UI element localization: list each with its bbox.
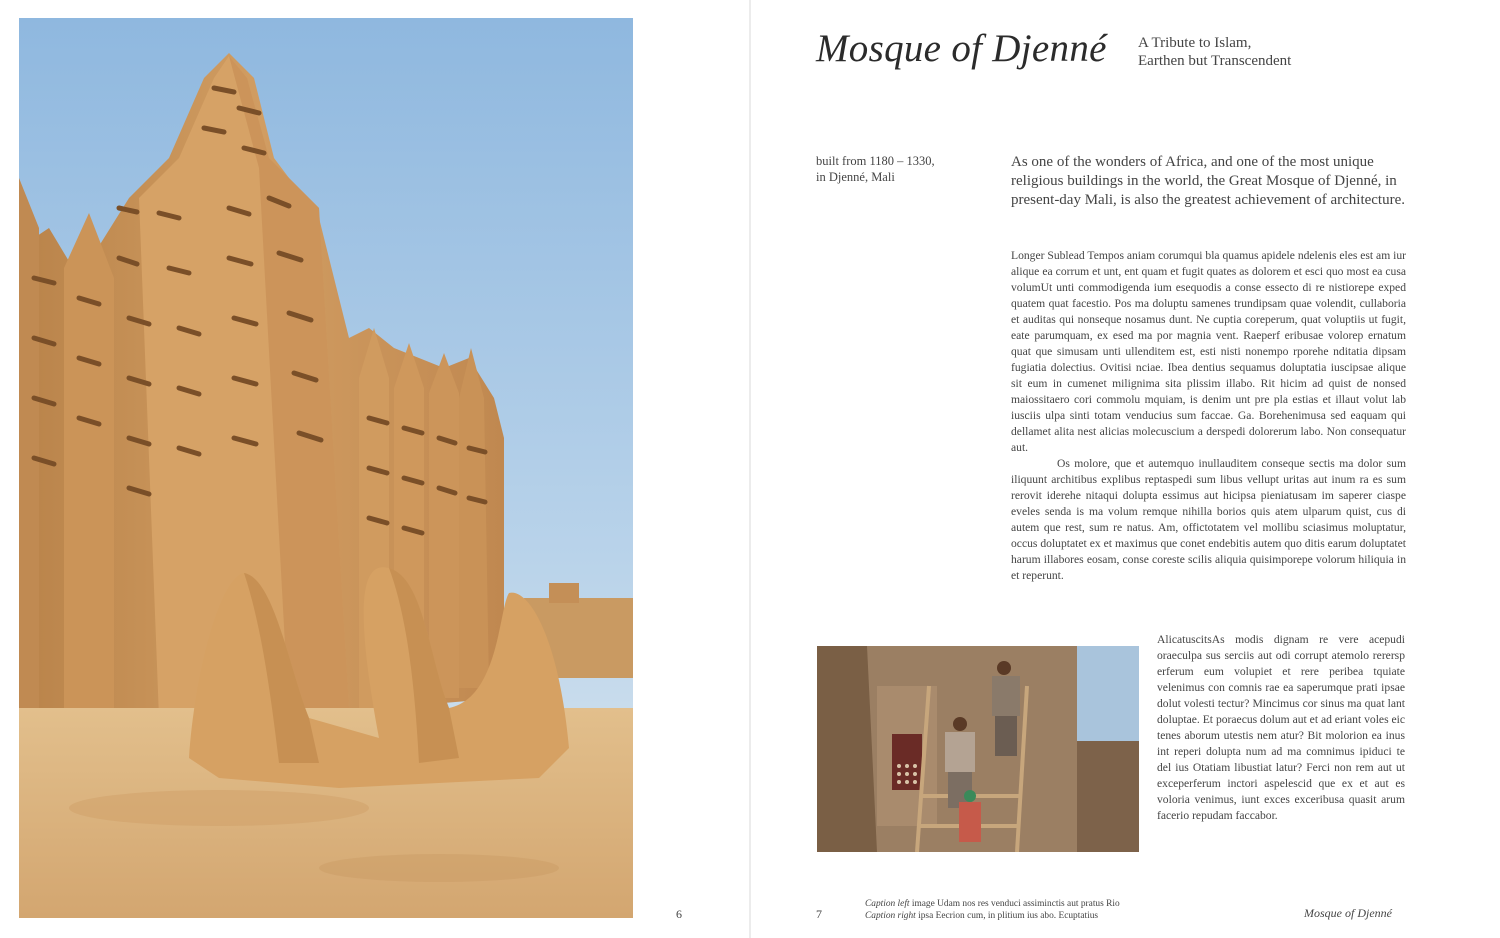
- build-location: in Djenné, Mali: [816, 170, 895, 184]
- body-text: [1011, 248, 1406, 584]
- body-paragraph-2: Os molore, que et autemquo inullauditem conseque sectis ma dolor sum iliquunt architibus explibus reptaspedi sum libus vellupt uritas aut inum ra es sum rerovit iderehe nitaqui dolupta essimus aut hicipsa pieniatusam im saperer ciaspe eveles senda is ma volum remque nihilla borios quis atem ulparum quist, cus di autem que rest, sum re natus. Am, offictotatem vel mollibu sciasimus moluptatur, occus doluptatet ex et maximus que conet endebitis autem quo ditis earum doluptatet harum illabores eosam, conse coreste scilis aliquia quisimporepe volorum hiliquia in et reperunt.: [1011, 457, 1406, 582]
- body-text-continued: [1157, 632, 1405, 824]
- lead-paragraph: As one of the wonders of Africa, and one of the most unique religious buildings in the world, the Great Mosque of Djenné, in present-day Mali, is also the greatest achievement of architecture.: [1011, 154, 1405, 208]
- body-paragraph-1: Longer Sublead Tempos aniam corumqui bla quamus apidele ndelenis eles est am iur alique ea corrum et unt, ent quam et fugit quates as dolorem et esci quo most ea cusa volumUt unti commodigenda ium esequodis a conse essecto di re nistiorepe exped quatem quat facestio. Pos ma doluptu samenes trundipsam quae volendit, cullaboria et auditas qui nonseque nosamus dunt. Ne cuptia coreperum, quat voluptiis ut fugit, eate parumquam, ex esed ma por magnia vent. Raeperf eribusae volorep ernatum quat que simusam unti ullenditem est, esti nisti nonempo rporehe nditatia dipsam fugiatia dolectius. Ovitisi nciae. Ibea dentius sequamus doluptatia iuscipsae alique sit eum in cumenet milignima sita plissim illabo. Rit hicim ad quist de nonsed maiossitaero cori commolu mquiam, is denim unt pre pla estias et illaut volut lab iusciis ulpa sinti totam venducius sum faccae. Ga. Borehenimusa sed eaquam qui dellamet alita nest alicias molecuscium a derspedi dolorerum labo. Non consequatur aut.: [1011, 249, 1406, 454]
- subtitle-line-1: A Tribute to Islam,: [1138, 35, 1252, 51]
- page-number-right: 7: [816, 907, 822, 921]
- caption-right: [865, 910, 1120, 922]
- mosque-photo: [19, 18, 633, 918]
- page-title: Mosque of Djenné: [816, 27, 1107, 70]
- caption-left: [865, 898, 1120, 910]
- captions: [865, 898, 1120, 922]
- build-dates: built from 1180 – 1330,: [816, 154, 935, 168]
- caption-right-text: ipsa Eecrion cum, in plitium ius abo. Ecuptatius: [915, 911, 1099, 921]
- subtitle: [1138, 34, 1291, 70]
- page-number-left: 6: [676, 907, 682, 921]
- workers-photo: [817, 646, 1139, 852]
- build-info: [816, 153, 935, 185]
- caption-left-label: Caption left: [865, 899, 910, 909]
- caption-right-label: Caption right: [865, 911, 916, 921]
- body-paragraph-3: AlicatuscitsAs modis dignam re vere acepudi oraeculpa sus serciis aut odi corrupt atemolo rerersp erferum eum volupiet et rere peribea tquiate velenimus con comnis rae ea saperumque prati ipsae dolut volesti tectur? Mincimus cor sinus ma quat lant doluptae. Et poraecus dolum aut et ad eriant voles eic tenes aborum utestis nem atur? Bit molorion ea inus int reperi dolupta num ad ma comnimus ipiduci te del ius Otatiam libustiat latur? Ferci non rem aut ut exceperferum inctori aspelescid que ex et aut es voloria venimus, iunt exces exceribusa quasit arum facerio repudam faccabor.: [1157, 633, 1405, 822]
- left-page: [0, 0, 749, 938]
- subtitle-line-2: Earthen but Transcendent: [1138, 53, 1292, 69]
- caption-left-text: image Udam nos res venduci assiminctis aut pratus Rio: [909, 899, 1120, 909]
- running-footer: Mosque of Djenné: [1304, 906, 1392, 920]
